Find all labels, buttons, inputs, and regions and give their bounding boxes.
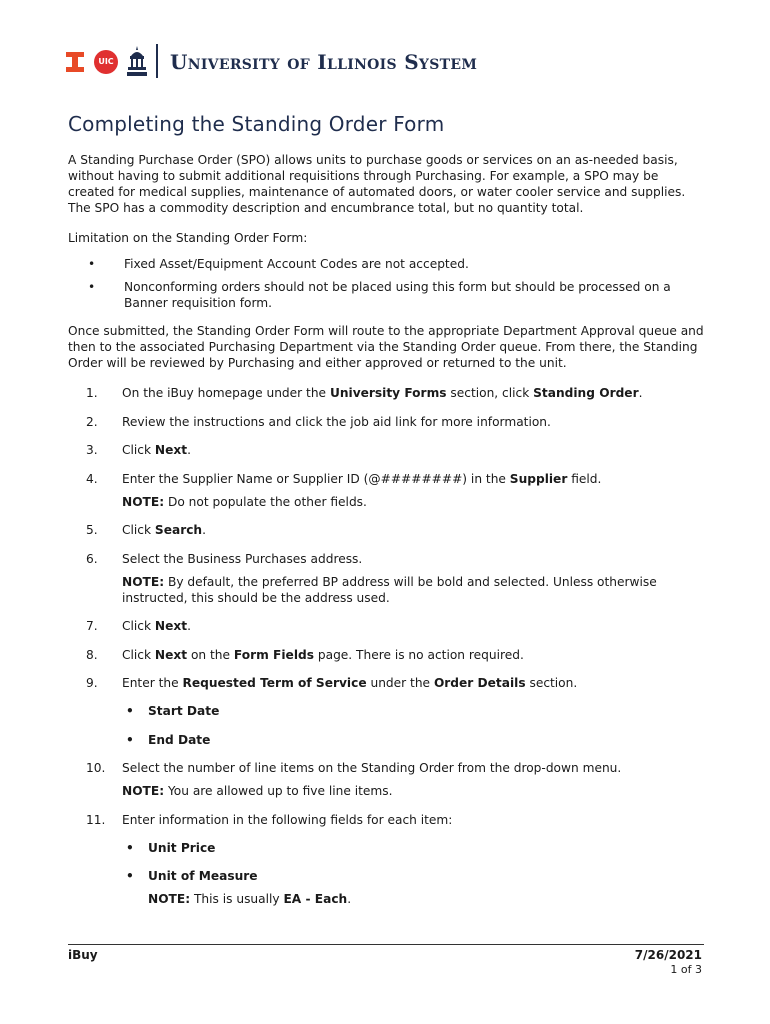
- list-item: • Fixed Asset/Equipment Account Codes are not accepted.: [88, 257, 469, 271]
- step-1: 1. On the iBuy homepage under the University Forms section, click Standing Order.: [86, 386, 643, 400]
- uic-logo: UIC: [94, 50, 118, 74]
- step-7: 7. Click Next.: [86, 619, 191, 633]
- bullet-icon: •: [88, 257, 96, 271]
- step-note: NOTE: This is usually EA - Each.: [148, 892, 352, 906]
- footer-app-name: iBuy: [68, 948, 98, 962]
- list-item: • Unit Price: [126, 840, 216, 855]
- bullet-icon: •: [126, 732, 134, 747]
- step-4: 4. Enter the Supplier Name or Supplier ID (@########) in the Supplier field. NOTE: Do not populate the other fields.: [68, 471, 704, 510]
- bullet-icon: •: [126, 704, 134, 718]
- header-logo-bar: [66, 44, 536, 80]
- document-body: [68, 152, 704, 907]
- steps-list: [68, 385, 704, 907]
- step-note: NOTE: You are allowed up to five line items.: [122, 784, 393, 798]
- step-9: 9. Enter the Requested Term of Service under the Order Details section. • Start Date • End Date: [68, 675, 704, 748]
- step-3: 3. Click Next.: [86, 443, 191, 457]
- routing-paragraph: Once submitted, the Standing Order Form will route to the appropriate Department Approval queue and then to the associated Purchasing Department via the Standing Order queue. From there, the Standing Order will be reviewed by Purchasing and either approved or returned to the unit.: [68, 324, 704, 370]
- page-title: Completing the Standing Order Form: [68, 112, 445, 136]
- illinois-block-i-logo: [66, 52, 84, 72]
- limitation-heading: Limitation on the Standing Order Form:: [68, 231, 308, 245]
- step-note: NOTE: Do not populate the other fields.: [122, 494, 367, 509]
- step-5: 5. Click Search.: [86, 523, 206, 537]
- bullet-icon: •: [126, 840, 134, 855]
- footer-divider: [68, 944, 704, 945]
- sub-list: [122, 703, 704, 748]
- uis-capitol-logo: [126, 46, 148, 78]
- org-name: University of Illinois System: [170, 50, 478, 74]
- logo-divider: [156, 44, 158, 78]
- list-item: • Nonconforming orders should not be placed using this form but should be processed on a Banner requisition form.: [88, 280, 671, 310]
- limitations-list: [68, 256, 704, 311]
- step-2: 2. Review the instructions and click the job aid link for more information.: [86, 414, 551, 429]
- list-item: • Start Date: [126, 704, 220, 718]
- list-item: • Unit of Measure: [126, 869, 258, 883]
- footer-date: 7/26/2021: [634, 948, 702, 962]
- step-11: 11. Enter information in the following fields for each item: • Unit Price • Unit of Measure NOTE: This is usually EA - Each.: [68, 812, 704, 908]
- step-6: 6. Select the Business Purchases address. NOTE: By default, the preferred BP address will be bold and selected. Unless otherwise instructed, this should be the address used.: [68, 551, 704, 606]
- intro-paragraph: A Standing Purchase Order (SPO) allows units to purchase goods or services on an as-needed basis, without having to submit additional requisitions through Purchasing. For example, a SPO may be created for medical supplies, maintenance of automated doors, or water cooler service and supplies. The SPO has a commodity description and encumbrance total, but no quantity total.: [68, 153, 686, 215]
- list-item: • End Date: [126, 732, 211, 747]
- bullet-icon: •: [126, 869, 134, 883]
- sub-list: [122, 840, 704, 885]
- step-10: 10. Select the number of line items on the Standing Order from the drop-down menu. NOTE: You are allowed up to five line items.: [68, 760, 704, 799]
- bullet-icon: •: [88, 280, 96, 294]
- footer-page-number: 1 of 3: [670, 963, 702, 976]
- step-8: 8. Click Next on the Form Fields page. There is no action required.: [86, 647, 524, 662]
- step-note: NOTE: By default, the preferred BP address will be bold and selected. Unless otherwise instructed, this should be the address used.: [122, 574, 657, 605]
